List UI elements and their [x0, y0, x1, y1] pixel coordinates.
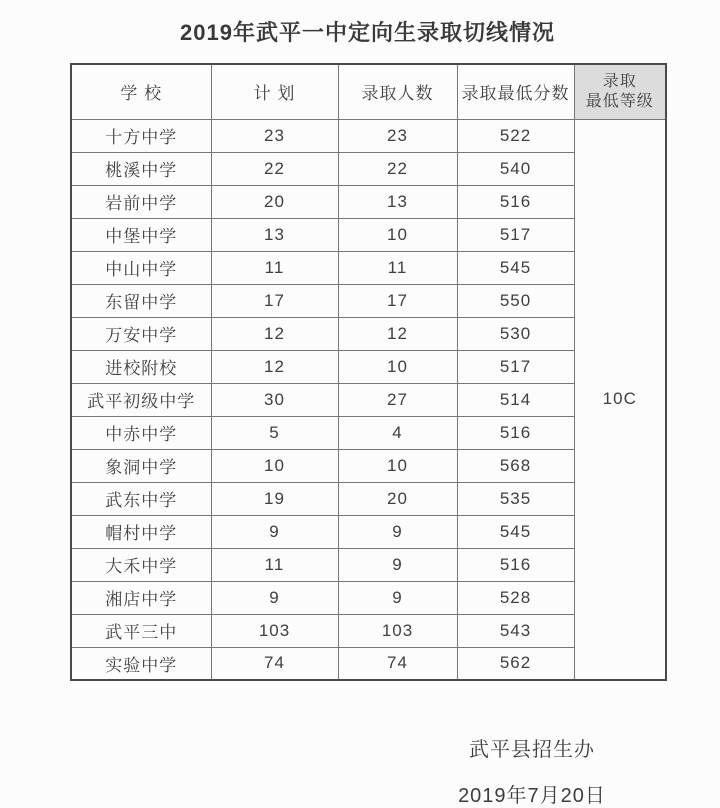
- plan-cell: 103: [211, 614, 338, 647]
- plan-cell: 12: [211, 350, 338, 383]
- admitted-cell: 9: [338, 581, 457, 614]
- school-cell: 十方中学: [71, 119, 211, 152]
- school-cell: 武平三中: [71, 614, 211, 647]
- header-min-grade-line2: 最低等级: [585, 92, 654, 110]
- header-min-grade-line1: 录取: [602, 72, 637, 90]
- admitted-cell: 9: [338, 515, 457, 548]
- score-cell: 545: [457, 251, 574, 284]
- plan-cell: 11: [211, 251, 338, 284]
- school-cell: 象洞中学: [71, 449, 211, 482]
- plan-cell: 30: [211, 383, 338, 416]
- score-cell: 540: [457, 152, 574, 185]
- admitted-cell: 74: [338, 647, 457, 680]
- plan-cell: 12: [211, 317, 338, 350]
- admitted-cell: 17: [338, 284, 457, 317]
- admitted-cell: 23: [338, 119, 457, 152]
- plan-cell: 10: [211, 449, 338, 482]
- school-cell: 湘店中学: [71, 581, 211, 614]
- school-cell: 中堡中学: [71, 218, 211, 251]
- score-cell: 535: [457, 482, 574, 515]
- score-cell: 517: [457, 218, 574, 251]
- school-cell: 中赤中学: [71, 416, 211, 449]
- admitted-cell: 103: [338, 614, 457, 647]
- plan-cell: 9: [211, 581, 338, 614]
- score-cell: 528: [457, 581, 574, 614]
- score-cell: 545: [457, 515, 574, 548]
- header-plan: 计 划: [211, 64, 338, 119]
- plan-cell: 11: [211, 548, 338, 581]
- school-cell: 进校附校: [71, 350, 211, 383]
- plan-cell: 22: [211, 152, 338, 185]
- plan-cell: 74: [211, 647, 338, 680]
- school-cell: 桃溪中学: [71, 152, 211, 185]
- plan-cell: 5: [211, 416, 338, 449]
- school-cell: 岩前中学: [71, 185, 211, 218]
- issuer: 武平县招生办: [469, 739, 595, 761]
- table-body: [71, 119, 666, 680]
- school-cell: 武东中学: [71, 482, 211, 515]
- header-row: [71, 64, 666, 119]
- score-cell: 543: [457, 614, 574, 647]
- admitted-cell: 10: [338, 449, 457, 482]
- score-cell: 562: [457, 647, 574, 680]
- admitted-cell: 20: [338, 482, 457, 515]
- header-school: 学 校: [71, 64, 211, 119]
- header-min-grade: [574, 64, 666, 119]
- school-cell: 东留中学: [71, 284, 211, 317]
- table-row: [71, 119, 666, 152]
- admitted-cell: 10: [338, 350, 457, 383]
- score-cell: 516: [457, 185, 574, 218]
- school-cell: 中山中学: [71, 251, 211, 284]
- header-admitted-count: 录取人数: [338, 64, 457, 119]
- admitted-cell: 22: [338, 152, 457, 185]
- admitted-cell: 12: [338, 317, 457, 350]
- score-cell: 550: [457, 284, 574, 317]
- school-cell: 武平初级中学: [71, 383, 211, 416]
- score-cell: 516: [457, 548, 574, 581]
- school-cell: 帽村中学: [71, 515, 211, 548]
- score-cell: 514: [457, 383, 574, 416]
- school-cell: 实验中学: [71, 647, 211, 680]
- score-cell: 516: [457, 416, 574, 449]
- signature-block: [412, 733, 652, 808]
- score-cell: 568: [457, 449, 574, 482]
- plan-cell: 13: [211, 218, 338, 251]
- school-cell: 万安中学: [71, 317, 211, 350]
- admitted-cell: 10: [338, 218, 457, 251]
- admitted-cell: 27: [338, 383, 457, 416]
- admitted-cell: 11: [338, 251, 457, 284]
- admitted-cell: 9: [338, 548, 457, 581]
- admission-cutoff-table: [70, 63, 667, 681]
- min-grade-merged-cell: 10C: [574, 119, 666, 680]
- header-min-score: 录取最低分数: [457, 64, 574, 119]
- plan-cell: 9: [211, 515, 338, 548]
- score-cell: 530: [457, 317, 574, 350]
- plan-cell: 23: [211, 119, 338, 152]
- plan-cell: 19: [211, 482, 338, 515]
- plan-cell: 17: [211, 284, 338, 317]
- score-cell: 517: [457, 350, 574, 383]
- date: 2019年7月20日: [458, 785, 606, 807]
- admitted-cell: 13: [338, 185, 457, 218]
- page-title: 2019年武平一中定向生录取切线情况: [180, 20, 555, 45]
- plan-cell: 20: [211, 185, 338, 218]
- admitted-cell: 4: [338, 416, 457, 449]
- school-cell: 大禾中学: [71, 548, 211, 581]
- score-cell: 522: [457, 119, 574, 152]
